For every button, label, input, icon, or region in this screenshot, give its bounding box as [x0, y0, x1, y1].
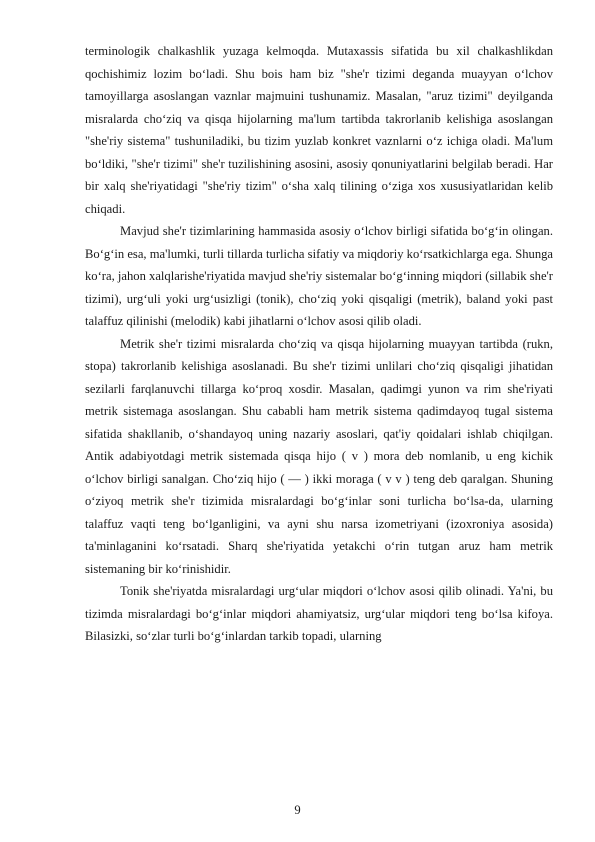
page-number: 9 [294, 803, 301, 817]
paragraph-syllable-units: Mavjud she'r tizimlarining hammasida asosiy o‘lchov birligi sifatida bo‘g‘in olingan. Bo‘g‘in esa, ma'lumki, turli tillarda turlicha sifatiy va miqdoriy ko‘rsatkichlarga ega. Shunga ko‘ra, jahon xalqlarishe'riyatida mavjud she'riy sistemalar bo‘g‘inning miqdori (sillabik she'r tizimi), urg‘uli yoki urg‘usizligi (tonik), cho‘ziq yoki qisqaligi (metrik), baland yoki past talaffuz qilinishi (melodik) kabi jihatlarni o‘lchov asosi qilib oladi. [85, 224, 553, 328]
paragraph-continuation: terminologik chalkashlik yuzaga kelmoqda. Mutaxassis sifatida bu xil chalkashlikdan qochishimiz lozim bo‘ladi. Shu bois ham biz "she'r tizimi deganda muayyan o‘lchov tamoyillarga asoslangan vaznlar majmuini tushunamiz. Masalan, "aruz tizimi" deyilganda misralarda cho‘ziq va qisqa hijolarning ma'lum tartibda takrorlanib kelishiga asoslangan "she'riy sistema" tushuniladiki, bu tizim yuzlab konkret vaznlarni o‘z ichiga oladi. Ma'lum bo‘ldiki, "she'r tizimi" she'r tuzilishining asosini, asosiy qonuniyatlarini belgilab beradi. Har bir xalq she'riyatidagi "she'riy tizim" o‘sha xalq tilining o‘ziga xos xususiyatlaridan kelib chiqadi. [85, 44, 553, 216]
document-body [85, 40, 553, 648]
paragraph-tonic-system: Tonik she'riyatda misralardagi urg‘ular miqdori o‘lchov asosi qilib olinadi. Ya'ni, bu tizimda misralardagi bo‘g‘inlar miqdori ahamiyatsiz, urg‘ular miqdori teng bo‘lsa kifoya. Bilasizki, so‘zlar turli bo‘g‘inlardan tarkib topadi, ularning [85, 584, 553, 643]
paragraph-metric-system: Metrik she'r tizimi misralarda cho‘ziq va qisqa hijolarning muayyan tartibda (rukn, stopa) takrorlanib kelishiga asoslanadi. Bu she'r tizimi unlilari cho‘ziq qisqaligi jihatidan sezilarli farqlanuvchi tillarga ko‘proq xosdir. Masalan, qadimgi yunon va rim she'riyati metrik sistemaga asoslangan. Shu cababli ham metrik sistema qadimdayoq tugal sistema sifatida shakllanib, o‘shandayoq uning nazariy asoslari, qat'iy qoidalari ishlab chiqilgan. Antik adabiyotdagi metrik sistemada qisqa hijo ( v ) mora deb nomlanib, u eng kichik o‘lchov birligi sanalgan. Cho‘ziq hijo ( — ) ikki moraga ( v v ) teng deb qaralgan. Shuning o‘ziyoq metrik she'r tizimida misralardagi bo‘g‘inlar soni turlicha bo‘lsa-da, ularning talaffuz vaqti teng bo‘lganligini, va ayni shu narsa izometriyani (izoxroniya asosida) ta'minlaganini ko‘rsatadi. Sharq she'riyatida yetakchi o‘rin tutgan aruz ham metrik sistemaning bir ko‘rinishidir. [85, 336, 553, 576]
